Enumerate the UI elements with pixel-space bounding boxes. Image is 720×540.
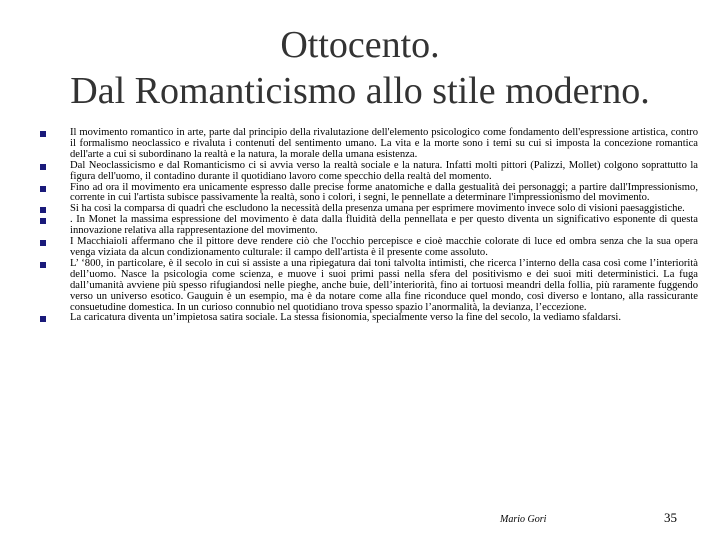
bullet-item xyxy=(40,183,698,205)
square-bullet-icon xyxy=(40,186,46,192)
bullet-item xyxy=(40,259,698,314)
bullet-text: Il movimento romantico in arte, parte dal principio della rivalutazione dell'elemento psicologico come fondamento dell'espressione artistica, contro il formalismo neoclassico e rivaluta i contenuti del sentimento umano. La vita e la morte sono i temi su cui si imposta la concezione romantica dell'arte a cui si subordinano la realtà e la natura, la morale della umana esistenza. xyxy=(70,127,698,160)
square-bullet-icon xyxy=(40,218,46,224)
bullet-item xyxy=(40,128,698,161)
bullet-item xyxy=(40,313,698,324)
page-number: 35 xyxy=(664,510,677,525)
bullet-text: Si ha così la comparsa di quadri che escludono la necessità della presenza umana per esprimere movimento invece solo di visioni paesaggistiche. xyxy=(70,203,685,215)
slide-title-line-1: Ottocento. xyxy=(280,24,440,66)
square-bullet-icon xyxy=(40,207,46,213)
bullet-item xyxy=(40,161,698,183)
square-bullet-icon xyxy=(40,131,46,137)
bullet-text: Dal Neoclassicismo e dal Romanticismo ci si avvia verso la realtà sociale e la natura. Infatti molti pittori (Palizzi, Mollet) colgono soprattutto la figura dell'uomo, il contadino durante il quotidiano lavoro come specchio della realtà del momento. xyxy=(70,159,698,182)
bullet-text: Fino ad ora il movimento era unicamente espresso dalle precise forme anatomiche e dalla gestualità dei personaggi; a partire dall'Impressionismo, corrente in cui l'artista subisce passivamente la realtà, sono i colori, i segni, le pennellate a determinare l'impressionismo del movimento. xyxy=(70,181,698,204)
bullet-text: L’ ‘800, in particolare, è il secolo in cui si assiste a una ripiegatura dai toni talvolta intimisti, che ricerca l’interno della casa così come l’interiorità dell’uomo. Nasce la psicologia come scienza, e muove i suoi primi passi nella sfera del positivismo e dei suoi miti deterministici. La fuga dall’umanità avviene più spesso rifugiandosi nelle pieghe, anche buie, dell’interiorità, fino ai tortuosi meandri della follia, più raramente fuggendo verso un universo esotico. Gauguin è un esempio, ma è da notare come alla fine riconduce quel mondo, così diverso e lontano, alla rassicurante consuetudine domestica. In un curioso connubio nel quotidiano trova spesso spazio l’anormalità, la devianza, l’eccezione. xyxy=(70,257,698,313)
bullet-list xyxy=(40,128,698,324)
footer-author: Mario Gori xyxy=(500,514,547,525)
bullet-text: . In Monet la massima espressione del movimento è data dalla fluidità della pennellata e per questo diventa un significativo esponente di questa innovazione relativa alla rappresentazione del movimento. xyxy=(70,214,698,237)
square-bullet-icon xyxy=(40,164,46,170)
bullet-text: I Macchiaioli affermano che il pittore deve rendere ciò che l'occhio percepisce e cioè macchie colorate di luce ed ombra senza che la sua opera venga viziata da alcun condizionamento culturale: il campo dell'artista è il presente come assoluto. xyxy=(70,236,698,258)
slide-title xyxy=(20,22,700,114)
bullet-text: La caricatura diventa un’impietosa satira sociale. La stessa fisionomia, specialmente verso la fine del secolo, la vediamo sfaldarsi. xyxy=(70,312,621,324)
square-bullet-icon xyxy=(40,316,46,322)
square-bullet-icon xyxy=(40,262,46,268)
bullet-item xyxy=(40,237,698,259)
slide-title-line-2: Dal Romanticismo allo stile moderno. xyxy=(70,70,650,112)
bullet-item xyxy=(40,215,698,237)
square-bullet-icon xyxy=(40,240,46,246)
